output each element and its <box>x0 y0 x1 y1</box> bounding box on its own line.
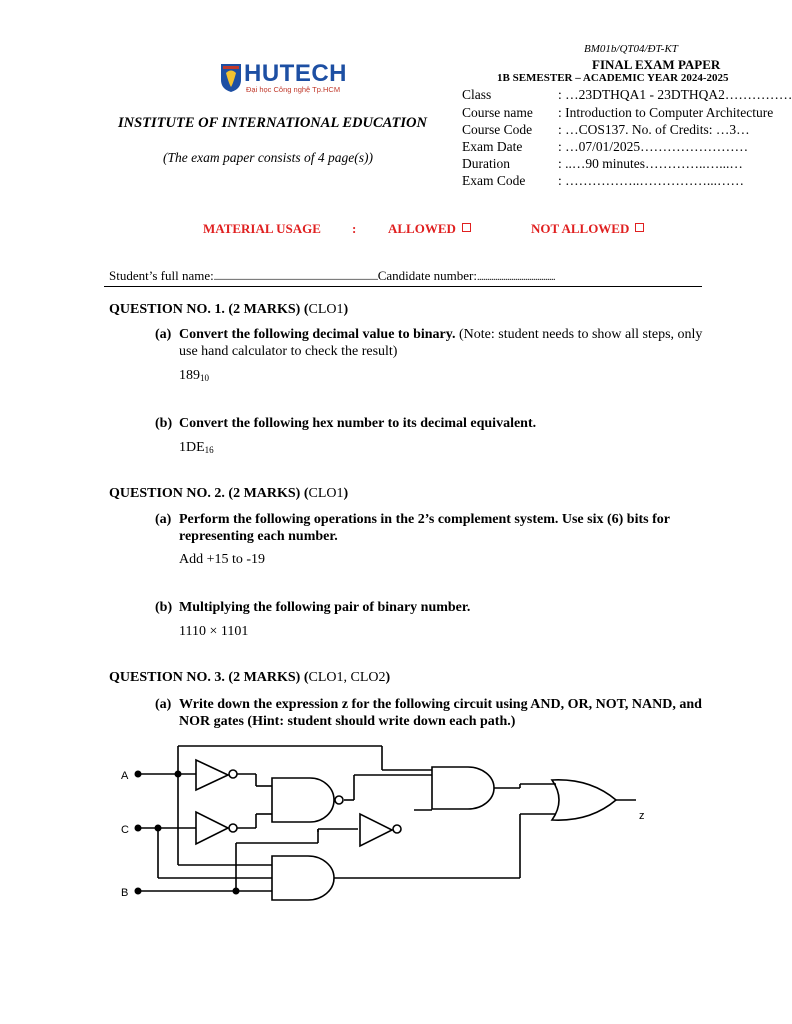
question-2a: (a) Perform the following operations in the 2’s complement system. Use six (6) bits for representing each number. <box>155 512 670 544</box>
meta-key: Class <box>462 87 492 102</box>
question-2b: (b) Multiplying the following pair of binary number. <box>155 600 471 615</box>
meta-key: Exam Code <box>462 173 526 188</box>
candidate-number-label: Candidate number: <box>377 268 477 283</box>
input-c-label: C <box>121 824 129 836</box>
question-1a: (a) Convert the following decimal value to binary. (Note: student needs to show all steps, only use hand calculator to check the result) <box>155 327 703 359</box>
student-name-field[interactable]: .................................................................................. <box>213 272 378 283</box>
logo-subtitle: Đại học Công nghệ Tp.HCM <box>246 85 341 94</box>
meta-value: : ……………..……………...…… <box>558 173 745 188</box>
exam-title: FINAL EXAM PAPER <box>592 57 721 72</box>
question-1b-value: $1DE_{16}$ <box>179 440 214 455</box>
meta-value: : …07/01/2025…………………… <box>558 139 749 154</box>
input-b-label: B <box>121 887 129 899</box>
semester-line: 1B SEMESTER – ACADEMIC YEAR 2024-2025 <box>497 72 729 84</box>
student-name-label: Student’s full name: <box>109 268 214 283</box>
form-code: BM01b/QT04/ĐT-KT <box>584 43 678 55</box>
material-usage-label: MATERIAL USAGE <box>203 221 321 236</box>
meta-key: Duration <box>462 156 510 171</box>
not-allowed-label: NOT ALLOWED <box>531 221 630 236</box>
pages-note: (The exam paper consists of 4 page(s)) <box>163 150 373 165</box>
question-3-heading: QUESTION NO. 3. (2 MARKS) (CLO1, CLO2) <box>109 670 391 685</box>
institute-name: INSTITUTE OF INTERNATIONAL EDUCATION <box>118 115 427 131</box>
meta-key: Course Code <box>462 122 533 137</box>
input-a-label: A <box>121 770 129 782</box>
logo-wordmark: HUTECH <box>244 60 347 87</box>
meta-key: Exam Date <box>462 139 523 154</box>
question-2a-value: Add +15 to -19 <box>179 552 266 567</box>
meta-value: : …23DTHQA1 - 23DTHQA2…………… <box>558 87 792 102</box>
question-1b: (b) Convert the following hex number to its decimal equivalent. <box>155 416 537 431</box>
meta-key: Course name <box>462 105 533 120</box>
meta-value: : Introduction to Computer Architecture <box>558 105 774 120</box>
meta-value: : …COS137. No. of Credits: …3… <box>558 122 750 137</box>
question-2b-value: 1110 × 1101 <box>179 624 249 639</box>
material-colon: : <box>352 221 357 236</box>
meta-value: : ..…90 minutes…………..…...… <box>558 156 743 171</box>
candidate-number-field[interactable]: ....................................... <box>477 272 555 283</box>
question-2-heading: QUESTION NO. 2. (2 MARKS) (CLO1) <box>109 486 349 501</box>
question-1-heading: QUESTION NO. 1. (2 MARKS) (CLO1) <box>109 302 349 317</box>
question-3a: (a) Write down the expression z for the following circuit using AND, OR, NOT, NAND, and NOR gates (Hint: student should write down each path.) <box>155 697 702 729</box>
question-1a-value: $189_{10}$ <box>179 368 209 383</box>
allowed-label: ALLOWED <box>388 221 456 236</box>
output-z-label: z <box>639 810 645 822</box>
